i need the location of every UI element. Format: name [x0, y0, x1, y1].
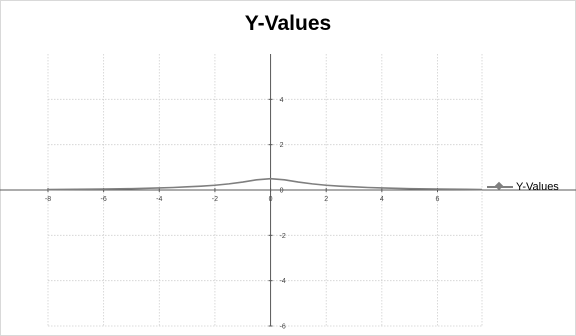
y-tick-label: 4	[279, 96, 284, 104]
chart-title: Y-Values	[244, 12, 332, 35]
x-tick-label: -6	[100, 196, 107, 203]
x-tick-label: -2	[211, 196, 219, 203]
y-tick-label: 0	[279, 187, 284, 195]
x-tick-label: -8	[44, 196, 52, 203]
series-line-y-values	[48, 179, 482, 190]
x-tick-label: 6	[435, 196, 440, 203]
y-tick-label: -2	[279, 232, 286, 240]
y-tick-label: -6	[279, 323, 286, 331]
x-tick-label: -4	[156, 196, 163, 203]
legend-marker	[487, 186, 513, 188]
y-tick-label: -4	[279, 278, 286, 286]
legend-label: Y-Values	[516, 181, 559, 193]
diamond-marker-icon	[495, 182, 503, 190]
legend	[487, 181, 559, 193]
x-tick-label: 0	[268, 196, 273, 203]
y-tick-label: 2	[279, 142, 284, 150]
series-lines	[48, 179, 482, 190]
x-tick-label: 4	[379, 196, 384, 203]
tick-labels	[45, 97, 440, 331]
x-tick-label: 2	[324, 196, 329, 203]
